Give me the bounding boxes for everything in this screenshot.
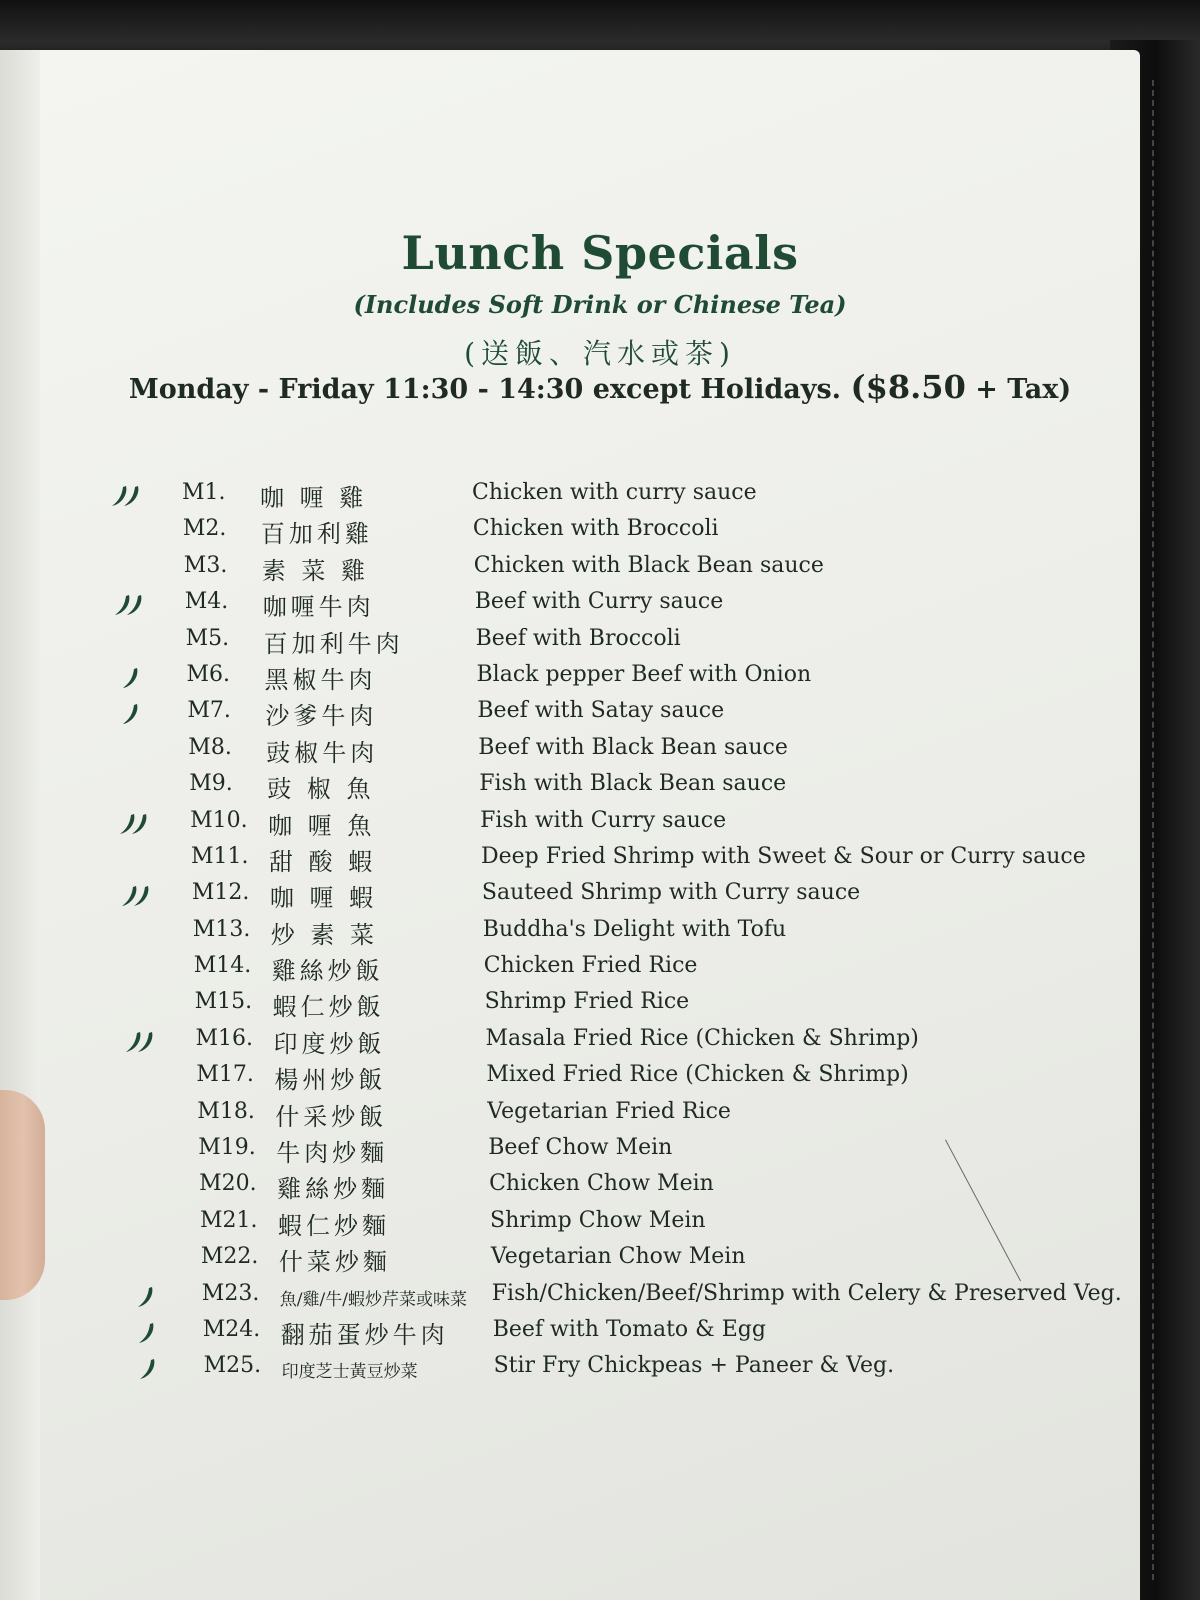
item-chinese-name: 百加利牛肉 xyxy=(263,629,404,658)
item-chinese-name: 蝦仁炒飯 xyxy=(272,993,385,1022)
item-code: M5. xyxy=(185,625,230,651)
menu-item-row xyxy=(111,514,1170,550)
item-english-name: Beef with Broccoli xyxy=(475,625,681,651)
item-english-name: Vegetarian Fried Rice xyxy=(487,1098,731,1124)
item-chinese-name: 蝦仁炒麵 xyxy=(278,1211,390,1240)
item-chinese-name: 黑椒牛肉 xyxy=(264,665,377,694)
item-code: M22. xyxy=(200,1244,259,1270)
item-chinese-name: 魚/雞/牛/蝦炒芹菜或味菜 xyxy=(279,1289,467,1310)
item-chinese-name: 咖 喱 魚 xyxy=(268,811,376,840)
item-chinese-name: 沙爹牛肉 xyxy=(265,702,378,731)
item-chinese-name: 翻茄蛋炒牛肉 xyxy=(280,1320,449,1349)
item-code: M25. xyxy=(203,1353,262,1379)
menu-item-row xyxy=(116,733,1170,769)
menu-item-row xyxy=(131,1315,1170,1351)
item-english-name: Mixed Fried Rice (Chicken & Shrimp) xyxy=(486,1062,909,1088)
thumb xyxy=(0,1090,45,1300)
menu-item-row xyxy=(124,1060,1170,1096)
item-code: M18. xyxy=(197,1098,255,1124)
menu-item-row xyxy=(118,806,1170,842)
item-english-name: Black pepper Beef with Onion xyxy=(476,661,812,687)
menu-item-row xyxy=(115,660,1171,696)
menu-item-row xyxy=(132,1351,1170,1387)
item-code: M15. xyxy=(194,989,253,1015)
price-text: ($8.50 xyxy=(850,368,966,406)
item-code: M20. xyxy=(199,1171,257,1197)
chili-pepper-icon xyxy=(132,1355,176,1383)
item-english-name: Deep Fried Shrimp with Sweet & Sour or Curry sauce xyxy=(481,843,1086,869)
menu-item-row xyxy=(122,951,1170,987)
item-code: M11. xyxy=(191,843,249,869)
menu-item-row xyxy=(123,987,1170,1023)
item-english-name: Chicken with Black Bean sauce xyxy=(473,552,824,578)
item-english-name: Buddha's Delight with Tofu xyxy=(482,916,787,942)
menu-subtitle-chinese: (送飯、汽水或茶) xyxy=(464,337,736,370)
item-chinese-name: 雞絲炒飯 xyxy=(271,957,384,986)
item-english-name: Vegetarian Chow Mein xyxy=(490,1244,746,1270)
item-code: M3. xyxy=(183,552,228,578)
item-chinese-name: 楊州炒飯 xyxy=(274,1066,387,1095)
menu-title: Lunch Specials xyxy=(401,226,799,280)
chili-pepper-icon xyxy=(118,810,162,838)
price-suffix: + Tax) xyxy=(975,374,1072,405)
item-chinese-name: 印度炒飯 xyxy=(273,1029,386,1058)
item-english-name: Shrimp Fried Rice xyxy=(484,989,690,1015)
item-code: M19. xyxy=(198,1135,256,1161)
menu-item-row xyxy=(112,551,1170,587)
item-chinese-name: 牛肉炒麵 xyxy=(276,1139,389,1168)
item-english-name: Chicken with curry sauce xyxy=(472,480,757,505)
item-english-name: Beef Chow Mein xyxy=(488,1135,673,1161)
menu-item-row xyxy=(114,624,1170,660)
item-code: M24. xyxy=(202,1316,261,1342)
item-code: M13. xyxy=(192,916,251,942)
menu-item-row xyxy=(130,1279,1170,1315)
item-chinese-name: 甜 酸 蝦 xyxy=(269,847,377,876)
menu-item-row xyxy=(120,878,1170,914)
item-english-name: Beef with Satay sauce xyxy=(477,698,725,724)
item-chinese-name: 百加利雞 xyxy=(260,520,373,549)
item-code: M23. xyxy=(201,1280,260,1306)
page-left-edge xyxy=(0,50,40,1600)
item-english-name: Shrimp Chow Mein xyxy=(490,1207,706,1233)
item-code: M21. xyxy=(200,1207,258,1233)
item-code: M6. xyxy=(186,661,231,687)
chili-pepper-icon xyxy=(120,882,164,910)
item-code: M16. xyxy=(195,1025,254,1051)
item-code: M7. xyxy=(187,698,231,724)
item-code: M14. xyxy=(193,953,252,979)
item-english-name: Chicken with Broccoli xyxy=(472,516,719,542)
item-chinese-name: 咖 喱 雞 xyxy=(260,484,368,512)
item-english-name: Chicken Fried Rice xyxy=(483,953,698,979)
menu-item-row xyxy=(121,915,1170,951)
chili-pepper-icon xyxy=(113,591,157,619)
item-english-name: Fish with Curry sauce xyxy=(480,807,727,833)
item-chinese-name: 印度芝士黃豆炒菜 xyxy=(281,1362,418,1383)
item-english-name: Chicken Chow Mein xyxy=(489,1171,714,1197)
item-code: M4. xyxy=(184,589,229,615)
menu-hours xyxy=(0,368,1200,406)
item-chinese-name: 咖喱牛肉 xyxy=(262,593,375,622)
item-english-name: Beef with Black Bean sauce xyxy=(478,734,788,760)
item-chinese-name: 雞絲炒麵 xyxy=(277,1175,390,1204)
menu-item-row xyxy=(117,769,1170,805)
item-english-name: Stir Fry Chickpeas + Paneer & Veg. xyxy=(493,1353,895,1379)
item-chinese-name: 素 菜 雞 xyxy=(261,556,370,585)
chili-pepper-icon xyxy=(131,1319,175,1347)
item-english-name: Beef with Curry sauce xyxy=(474,589,724,615)
menu-subtitle: (Includes Soft Drink or Chinese Tea) xyxy=(353,290,847,319)
item-code: M2. xyxy=(182,516,227,542)
item-chinese-name: 炒 素 菜 xyxy=(270,920,379,949)
chili-pepper-icon xyxy=(124,1028,168,1056)
chili-pepper-icon xyxy=(115,700,159,728)
item-code: M10. xyxy=(190,807,248,833)
menu-item-row xyxy=(110,478,1170,514)
item-english-name: Masala Fried Rice (Chicken & Shrimp) xyxy=(485,1025,919,1051)
item-code: M9. xyxy=(189,771,233,797)
item-chinese-name: 什采炒飯 xyxy=(275,1102,388,1131)
chili-pepper-icon xyxy=(110,482,154,510)
menu-item-row xyxy=(119,842,1170,878)
menu-item-row xyxy=(115,696,1170,732)
item-english-name: Fish/Chicken/Beef/Shrimp with Celery & Preserved Veg. xyxy=(491,1280,1122,1306)
item-code: M8. xyxy=(188,734,232,760)
item-english-name: Sauteed Shrimp with Curry sauce xyxy=(481,880,861,906)
item-english-name: Fish with Black Bean sauce xyxy=(479,771,787,797)
hours-text: Monday - Friday 11:30 - 14:30 except Holidays. xyxy=(128,374,842,405)
item-chinese-name: 豉 椒 魚 xyxy=(267,775,375,804)
chili-pepper-icon xyxy=(130,1283,174,1311)
menu-item-row xyxy=(124,1024,1171,1060)
item-code: M12. xyxy=(191,880,250,906)
chili-pepper-icon xyxy=(115,664,159,692)
item-code: M1. xyxy=(182,480,226,505)
item-chinese-name: 什菜炒麵 xyxy=(278,1248,391,1277)
item-english-name: Beef with Tomato & Egg xyxy=(492,1316,766,1342)
item-chinese-name: 咖 喱 蝦 xyxy=(269,884,378,913)
item-chinese-name: 豉椒牛肉 xyxy=(266,738,379,767)
menu-item-row xyxy=(113,587,1170,623)
item-code: M17. xyxy=(196,1062,254,1088)
